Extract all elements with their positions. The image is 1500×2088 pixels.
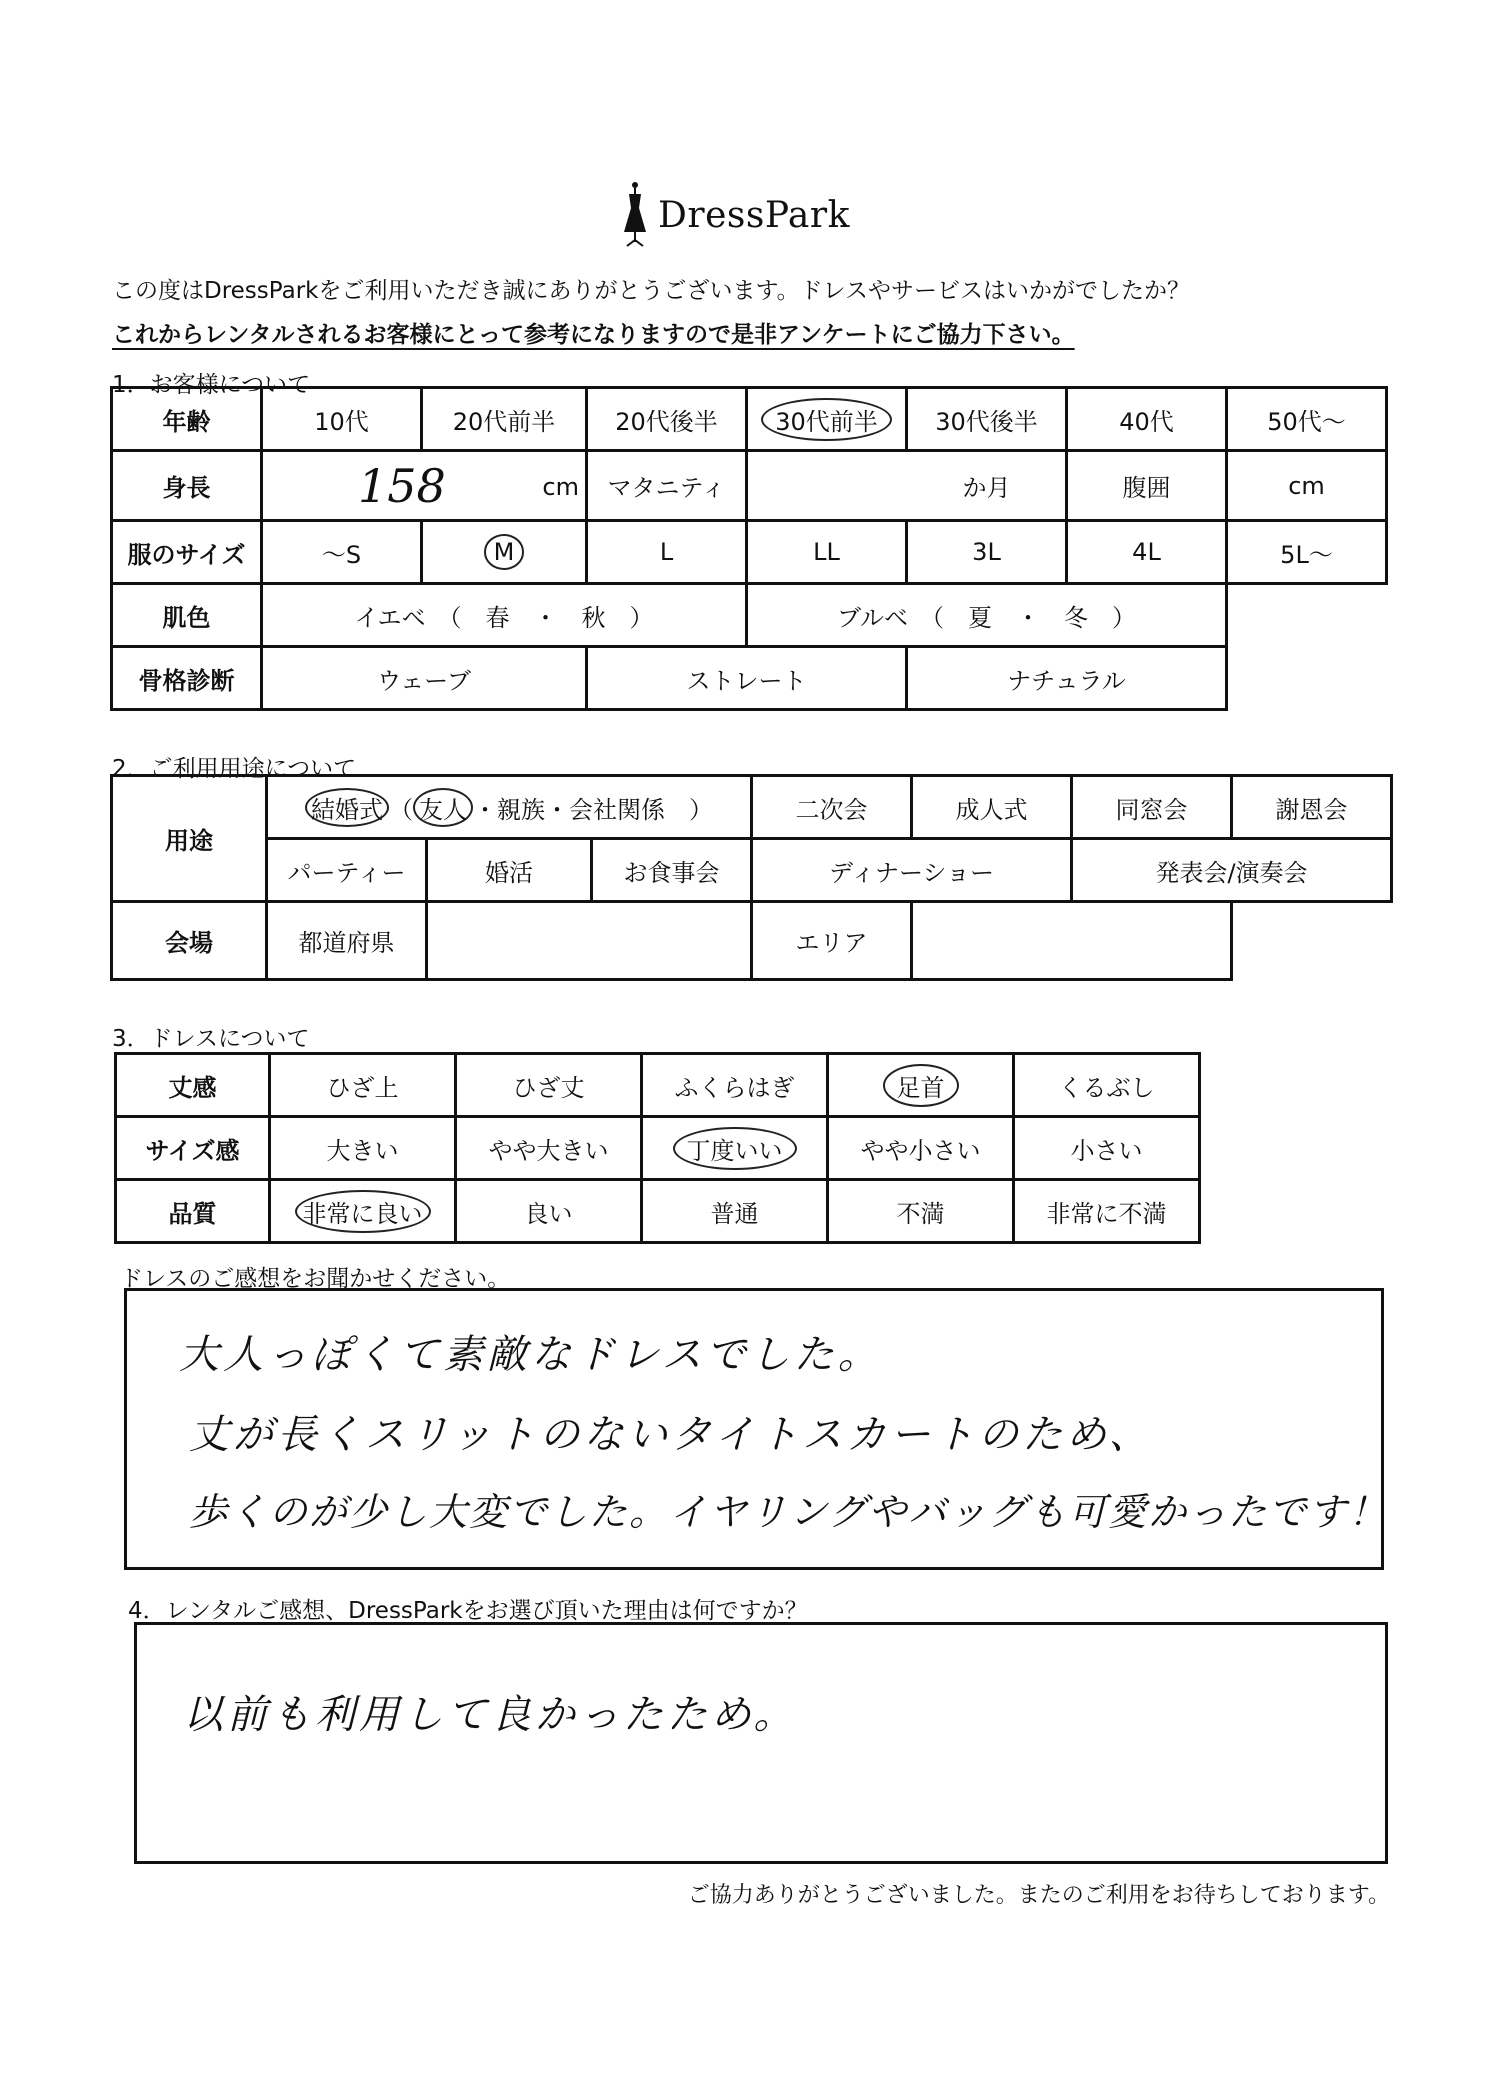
skin-row: [112, 584, 1387, 647]
height-field[interactable]: [262, 451, 587, 521]
prefecture-field[interactable]: [427, 902, 752, 980]
purpose-option[interactable]: 婚活: [427, 839, 592, 902]
section1-title: 1．お客様について: [112, 372, 311, 398]
closing-text: ご協力ありがとうございました。またのご利用をお待ちしております。: [687, 1883, 1390, 1908]
waist-field[interactable]: [1227, 451, 1387, 521]
wedding-option[interactable]: [267, 776, 752, 839]
selection-circle: M: [484, 534, 525, 570]
purpose-label: 用途: [112, 776, 267, 902]
age-label: 年齢: [112, 388, 262, 451]
maternity-unit: か月: [962, 474, 1011, 502]
purpose-option[interactable]: 発表会/演奏会: [1072, 839, 1392, 902]
area-label: エリア: [752, 902, 912, 980]
body-row: [112, 647, 1387, 710]
length-option[interactable]: ひざ上: [270, 1054, 456, 1117]
fit-row: [116, 1117, 1200, 1180]
skin-label: 肌色: [112, 584, 262, 647]
quality-option[interactable]: 非常に不満: [1014, 1180, 1200, 1243]
purpose-option[interactable]: 同窓会: [1072, 776, 1232, 839]
reason-answer: 以前も利用して良かったため。: [183, 1692, 798, 1738]
purpose-option[interactable]: お食事会: [592, 839, 752, 902]
wedding-rest: ・親族・会社関係 ）: [473, 795, 713, 824]
size-option[interactable]: ～S: [262, 521, 422, 584]
purpose-option[interactable]: 二次会: [752, 776, 912, 839]
height-row: [112, 451, 1387, 521]
age-option[interactable]: 30代後半: [907, 388, 1067, 451]
age-option[interactable]: 50代～: [1227, 388, 1387, 451]
fit-option[interactable]: 大きい: [270, 1117, 456, 1180]
selection-circle: 足首: [883, 1064, 959, 1107]
waist-unit: cm: [1288, 471, 1325, 500]
selection-circle: 友人: [413, 788, 473, 827]
comment-prompt: ドレスのご感想をお聞かせください。: [120, 1266, 511, 1292]
paren: （: [389, 795, 413, 824]
skin-blue-option[interactable]: ブルベ （ 夏 ・ 冬 ）: [747, 584, 1227, 647]
comment-line: 歩くのが少し大変でした。イヤリングやバッグも可愛かったです！: [189, 1490, 1389, 1534]
dress-icon: [620, 180, 650, 250]
dress-table: [114, 1052, 1201, 1244]
age-option[interactable]: 40代: [1067, 388, 1227, 451]
comment-line: 大人っぽくて素敵なドレスでした。: [179, 1332, 882, 1378]
comment-box[interactable]: [124, 1288, 1389, 1570]
size-option[interactable]: 3L: [907, 521, 1067, 584]
brand-name: DressPark: [658, 194, 850, 236]
fit-option-selected[interactable]: [642, 1117, 828, 1180]
purpose-table: [110, 774, 1393, 981]
comment-line: 丈が長くスリットのないタイトスカートのため、: [189, 1412, 1153, 1458]
section3-title: 3．ドレスについて: [112, 1026, 310, 1052]
age-row: [112, 388, 1387, 451]
purpose-row-1: [112, 776, 1392, 839]
size-option[interactable]: L: [587, 521, 747, 584]
maternity-field[interactable]: [747, 451, 1067, 521]
selection-circle: 丁度いい: [673, 1127, 797, 1170]
venue-row: [112, 902, 1392, 980]
purpose-option[interactable]: 成人式: [912, 776, 1072, 839]
length-option[interactable]: ひざ丈: [456, 1054, 642, 1117]
quality-option[interactable]: 不満: [828, 1180, 1014, 1243]
quality-row: [116, 1180, 1200, 1243]
quality-option[interactable]: 良い: [456, 1180, 642, 1243]
body-label: 骨格診断: [112, 647, 262, 710]
height-label: 身長: [112, 451, 262, 521]
age-option[interactable]: 20代後半: [587, 388, 747, 451]
fit-option[interactable]: 小さい: [1014, 1117, 1200, 1180]
quality-option[interactable]: 普通: [642, 1180, 828, 1243]
size-label: 服のサイズ: [112, 521, 262, 584]
size-option-selected[interactable]: [422, 521, 587, 584]
length-option[interactable]: ふくらはぎ: [642, 1054, 828, 1117]
size-option[interactable]: 5L～: [1227, 521, 1387, 584]
purpose-option[interactable]: ディナーショー: [752, 839, 1072, 902]
maternity-label: マタニティ: [587, 451, 747, 521]
size-option[interactable]: 4L: [1067, 521, 1227, 584]
height-unit: cm: [542, 472, 579, 501]
prefecture-label: 都道府県: [267, 902, 427, 980]
quality-option-selected[interactable]: [270, 1180, 456, 1243]
fit-option[interactable]: やや大きい: [456, 1117, 642, 1180]
selection-circle: 結婚式: [305, 788, 389, 827]
length-label: 丈感: [116, 1054, 270, 1117]
length-row: [116, 1054, 1200, 1117]
purpose-option[interactable]: パーティー: [267, 839, 427, 902]
intro-bold-text: これからレンタルされるお客様にとって参考になりますので是非アンケートにご協力下さい。: [112, 322, 1075, 348]
body-option[interactable]: ナチュラル: [907, 647, 1227, 710]
purpose-row-2: [112, 839, 1392, 902]
length-option[interactable]: くるぶし: [1014, 1054, 1200, 1117]
fit-label: サイズ感: [116, 1117, 270, 1180]
section2-title: 2．ご利用用途について: [112, 756, 357, 782]
size-option[interactable]: LL: [747, 521, 907, 584]
customer-table: [110, 386, 1388, 711]
purpose-option[interactable]: 謝恩会: [1232, 776, 1392, 839]
reason-box[interactable]: [134, 1622, 1388, 1864]
age-option[interactable]: 10代: [262, 388, 422, 451]
length-option-selected[interactable]: [828, 1054, 1014, 1117]
waist-label: 腹囲: [1067, 451, 1227, 521]
skin-yellow-option[interactable]: イエベ （ 春 ・ 秋 ）: [262, 584, 747, 647]
fit-option[interactable]: やや小さい: [828, 1117, 1014, 1180]
brand-logo: [620, 180, 850, 250]
age-option[interactable]: 20代前半: [422, 388, 587, 451]
body-option[interactable]: ウェーブ: [262, 647, 587, 710]
section4-title: 4．レンタルご感想、DressParkをお選び頂いた理由は何ですか？: [128, 1598, 808, 1624]
intro-text: この度はDressParkをご利用いただき誠にありがとうございます。ドレスやサービスはいかがでしたか？: [112, 278, 1190, 304]
selection-circle: 非常に良い: [295, 1190, 431, 1233]
selection-circle: 30代前半: [761, 398, 892, 441]
venue-label: 会場: [112, 902, 267, 980]
height-value: 158: [358, 458, 446, 513]
quality-label: 品質: [116, 1180, 270, 1243]
area-field[interactable]: [912, 902, 1232, 980]
size-row: [112, 521, 1387, 584]
age-option-selected[interactable]: [747, 388, 907, 451]
body-option[interactable]: ストレート: [587, 647, 907, 710]
